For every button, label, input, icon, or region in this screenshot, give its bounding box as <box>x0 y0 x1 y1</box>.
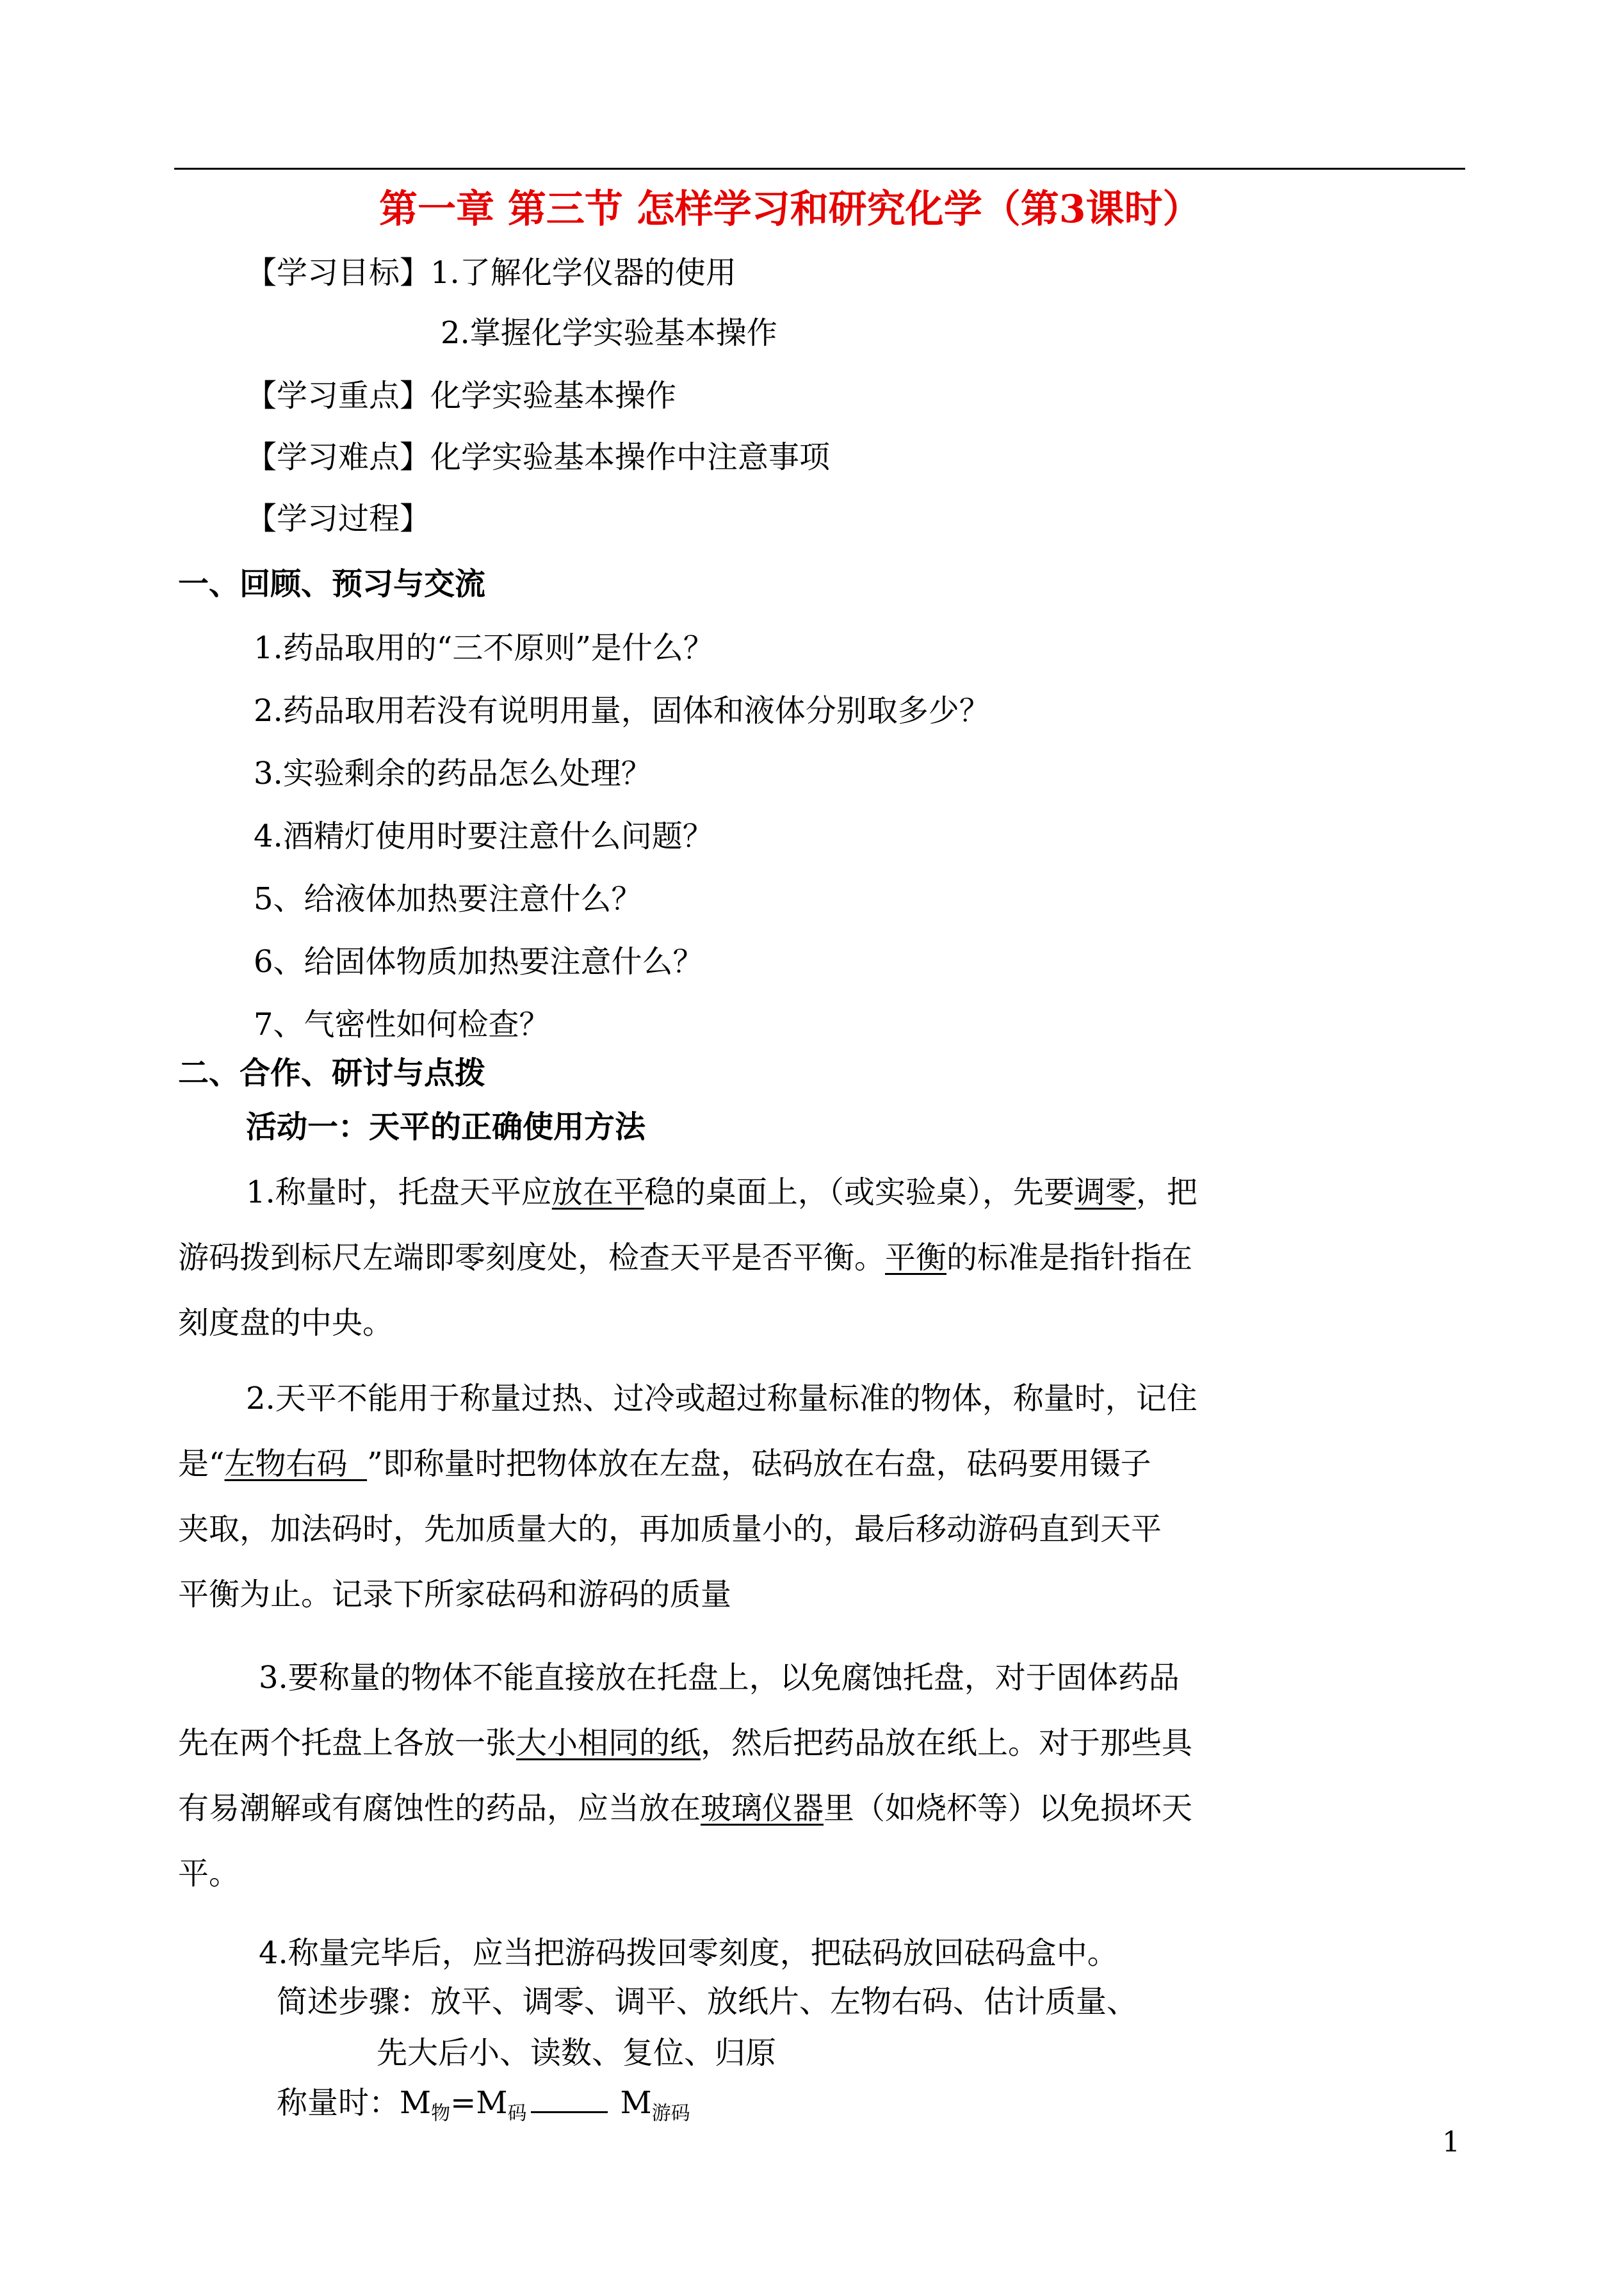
formula-prefix: 称量时：M <box>277 2085 432 2121</box>
p2-line4: 平衡为止。记录下所家砝码和游码的质量 <box>178 1577 732 1612</box>
p4-line1: 4.称量完毕后，应当把游码拨回零刻度，把砝码放回砝码盒中。 <box>259 1935 1118 1971</box>
activity1-heading: 活动一：天平的正确使用方法 <box>246 1109 646 1145</box>
formula-sub-weight: 码 <box>507 2102 527 2125</box>
p3-underline-2: 玻璃仪器 <box>701 1790 824 1826</box>
p3-line4: 平。 <box>178 1856 240 1892</box>
steps-line1: 简述步骤：放平、调零、调平、放纸片、左物右码、估计质量、 <box>277 1984 1138 2020</box>
p1-line3: 刻度盘的中央。 <box>178 1305 394 1341</box>
p1-line2-a: 游码拨到标尺左端即零刻度处，检查天平是否平衡。 <box>178 1240 886 1276</box>
page-title: 第一章 第三节 怎样学习和研究化学（第3课时） <box>379 187 1201 232</box>
p1-line1 <box>246 1173 1198 1212</box>
p3-line2 <box>178 1724 1192 1762</box>
section2-heading: 二、合作、研讨与点拨 <box>178 1055 486 1091</box>
weighing-formula <box>277 2084 690 2133</box>
formula-mid: =M <box>450 2085 508 2121</box>
p1-text-a: 1.称量时，托盘天平应 <box>246 1174 552 1210</box>
question-1: 1.药品取用的“三不原则”是什么？ <box>254 630 714 666</box>
key-point-text: 化学实验基本操作 <box>430 378 677 414</box>
objectives-line <box>246 254 736 292</box>
process-label: 【学习过程】 <box>246 501 431 537</box>
formula-sub-rider: 游码 <box>651 2102 690 2125</box>
formula-m3: M <box>620 2085 652 2121</box>
difficulty-text: 化学实验基本操作中注意事项 <box>430 439 831 475</box>
formula-blank <box>531 2086 608 2113</box>
objective-2: 2.掌握化学实验基本操作 <box>441 315 777 351</box>
difficulty-line <box>246 438 830 476</box>
p2-line2-b: ”即称量时把物体放在左盘，砝码放在右盘，砝码要用镊子 <box>367 1446 1151 1482</box>
question-2: 2.药品取用若没有说明用量，固体和液体分别取多少？ <box>254 693 990 729</box>
p3-line2-b: ，然后把药品放在纸上。对于那些具 <box>701 1725 1193 1761</box>
p3-line2-a: 先在两个托盘上各放一张 <box>178 1725 517 1761</box>
p2-line3: 夹取，加法码时，先加质量大的，再加质量小的，最后移动游码直到天平 <box>178 1511 1162 1547</box>
question-7: 7、气密性如何检查？ <box>254 1007 550 1042</box>
difficulty-label: 【学习难点】 <box>246 439 431 475</box>
p2-line1: 2.天平不能用于称量过热、过冷或超过称量标准的物体，称量时，记住 <box>246 1381 1198 1416</box>
objective-1: 1.了解化学仪器的使用 <box>430 255 736 291</box>
p1-text-c: ，把 <box>1135 1174 1198 1210</box>
p3-line3-b: 里（如烧杯等）以免损坏天 <box>824 1790 1193 1826</box>
formula-sub-object: 物 <box>431 2102 451 2125</box>
p2-line2-a: 是“ <box>178 1446 225 1482</box>
key-point-label: 【学习重点】 <box>246 378 431 414</box>
p1-line2 <box>178 1238 1192 1277</box>
question-3: 3.实验剩余的药品怎么处理？ <box>254 756 652 791</box>
p2-underline-1: 左物右码 <box>224 1446 368 1482</box>
p2-line2 <box>178 1445 1151 1483</box>
question-5: 5、给液体加热要注意什么？ <box>254 881 642 917</box>
p1-line2-b: 的标准是指针指在 <box>946 1240 1193 1276</box>
question-4: 4.酒精灯使用时要注意什么问题？ <box>254 818 713 854</box>
p1-underline-3: 平衡 <box>885 1240 947 1276</box>
p1-text-b: 稳的桌面上，（或实验桌），先要 <box>644 1174 1075 1210</box>
p3-underline-1: 大小相同的纸 <box>516 1725 701 1761</box>
page-number: 1 <box>1442 2126 1460 2159</box>
steps-line2: 先大后小、读数、复位、归原 <box>377 2035 777 2071</box>
header-rule <box>174 168 1465 170</box>
p3-line3-a: 有易潮解或有腐蚀性的药品，应当放在 <box>178 1790 701 1826</box>
p1-underline-1: 放在平 <box>551 1174 644 1210</box>
p3-line3 <box>178 1789 1192 1828</box>
question-6: 6、给固体物质加热要注意什么？ <box>254 944 704 980</box>
p3-line1: 3.要称量的物体不能直接放在托盘上，以免腐蚀托盘，对于固体药品 <box>259 1660 1180 1696</box>
section1-heading: 一、回顾、预习与交流 <box>178 566 486 602</box>
key-point-line <box>246 377 676 415</box>
p1-underline-2: 调零 <box>1074 1174 1136 1210</box>
objectives-label: 【学习目标】 <box>246 255 431 291</box>
